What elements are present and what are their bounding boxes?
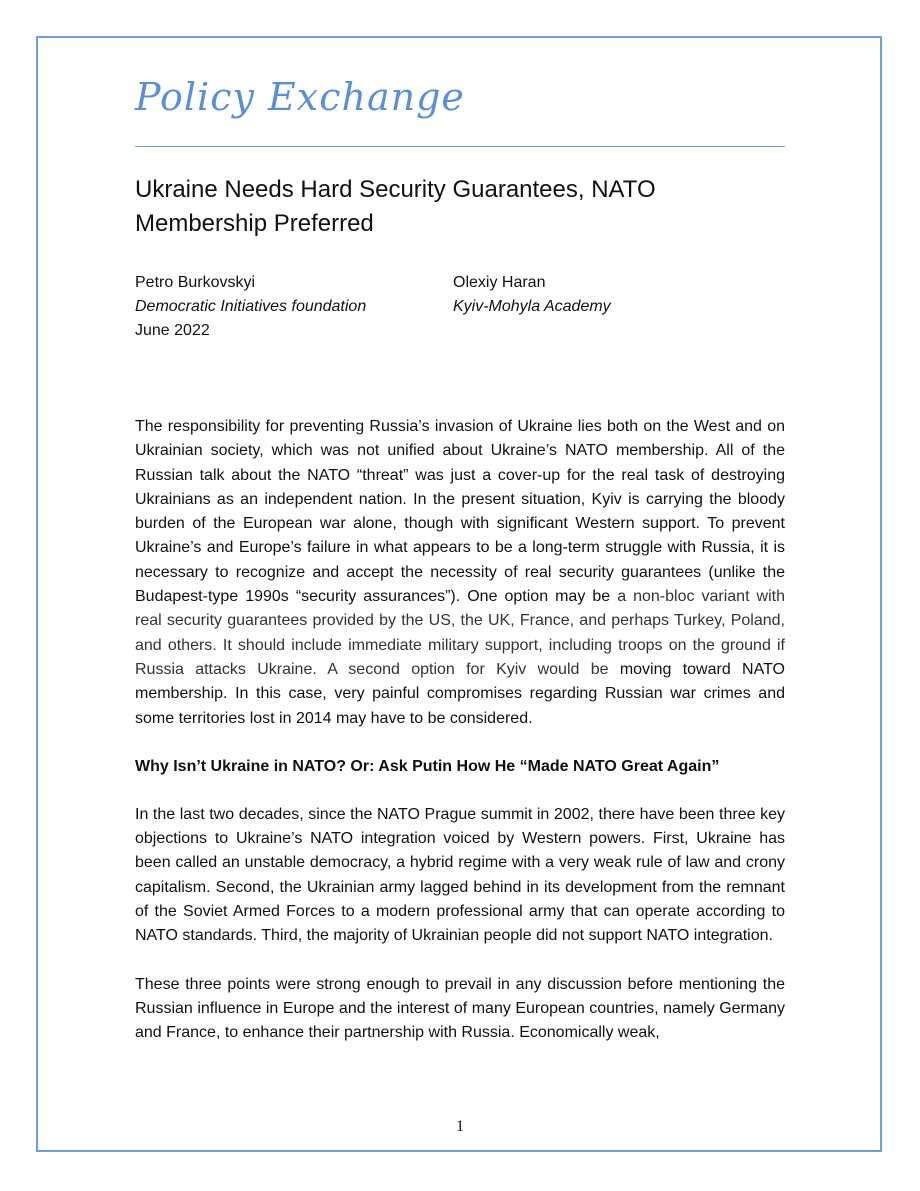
author-1: [135, 271, 453, 343]
document-content: [135, 60, 785, 1062]
abstract-text: The responsibility for preventing Russia’s invasion of Ukraine lies both on the West and on Ukrainian society, which was not unified about Ukraine’s NATO membership. All of the Russian talk about the NATO “threat” was just a cover-up for the real task of destroying Ukrainians as an independent nation. In the present situation, Kyiv is carrying the bloody burden of the European war alone, though with significant Western support. To prevent Ukraine’s and Europe’s failure in what appears to be a long-term struggle with Russia, it is necessary to recognize and accept the necessity of real security guarantees (unlike the Budapest-type 1990s “security assurances”). One option may be: [135, 418, 785, 606]
page-number: 1: [456, 1118, 464, 1135]
body-paragraph: In the last two decades, since the NATO Prague summit in 2002, there have been three key objections to Ukraine’s NATO integration voiced by Western powers. First, Ukraine has been called an unstable democracy, a hybrid regime with a very weak rule of law and crony capitalism. Second, the Ukrainian army lagged behind in its development from the remnant of the Soviet Armed Forces to a modern professional army that can operate according to NATO standards. Third, the majority of Ukrainian people did not support NATO integration.: [135, 805, 785, 945]
author-affiliation: Democratic Initiatives foundation: [135, 298, 367, 315]
author-affiliation: Kyiv-Mohyla Academy: [453, 298, 611, 315]
publisher-logo-text: Policy Exchange: [135, 75, 465, 119]
header-divider: [135, 146, 785, 147]
abstract-text: moving toward NATO membership. In this case, very painful compromises regarding Russian war crimes and some territories lost in 2014 may have to be considered.: [135, 660, 785, 727]
body-paragraph: These three points were strong enough to prevail in any discussion before mentioning the Russian influence in Europe and the interest of many European countries, namely Germany and France, to enhance their partnership with Russia. Economically weak,: [135, 975, 785, 1042]
article-title: Ukraine Needs Hard Security Guarantees, NATO Membership Preferred: [135, 176, 656, 237]
author-name: Petro Burkovskyi: [135, 274, 256, 291]
abstract-text: a non-bloc variant with real security guarantees provided by the US, the UK, France, and perhaps Turkey, Poland, and others. It should include immediate military support, including troops on the ground if Russia attacks Ukraine. A second option for Kyiv would be: [135, 588, 785, 678]
author-block: [135, 271, 785, 343]
author-2: [453, 271, 771, 343]
author-name: Olexiy Haran: [453, 274, 546, 291]
section-heading: Why Isn’t Ukraine in NATO? Or: Ask Putin How He “Made NATO Great Again”: [135, 757, 720, 775]
publication-date: June 2022: [135, 322, 210, 339]
abstract-paragraph: [135, 415, 785, 731]
